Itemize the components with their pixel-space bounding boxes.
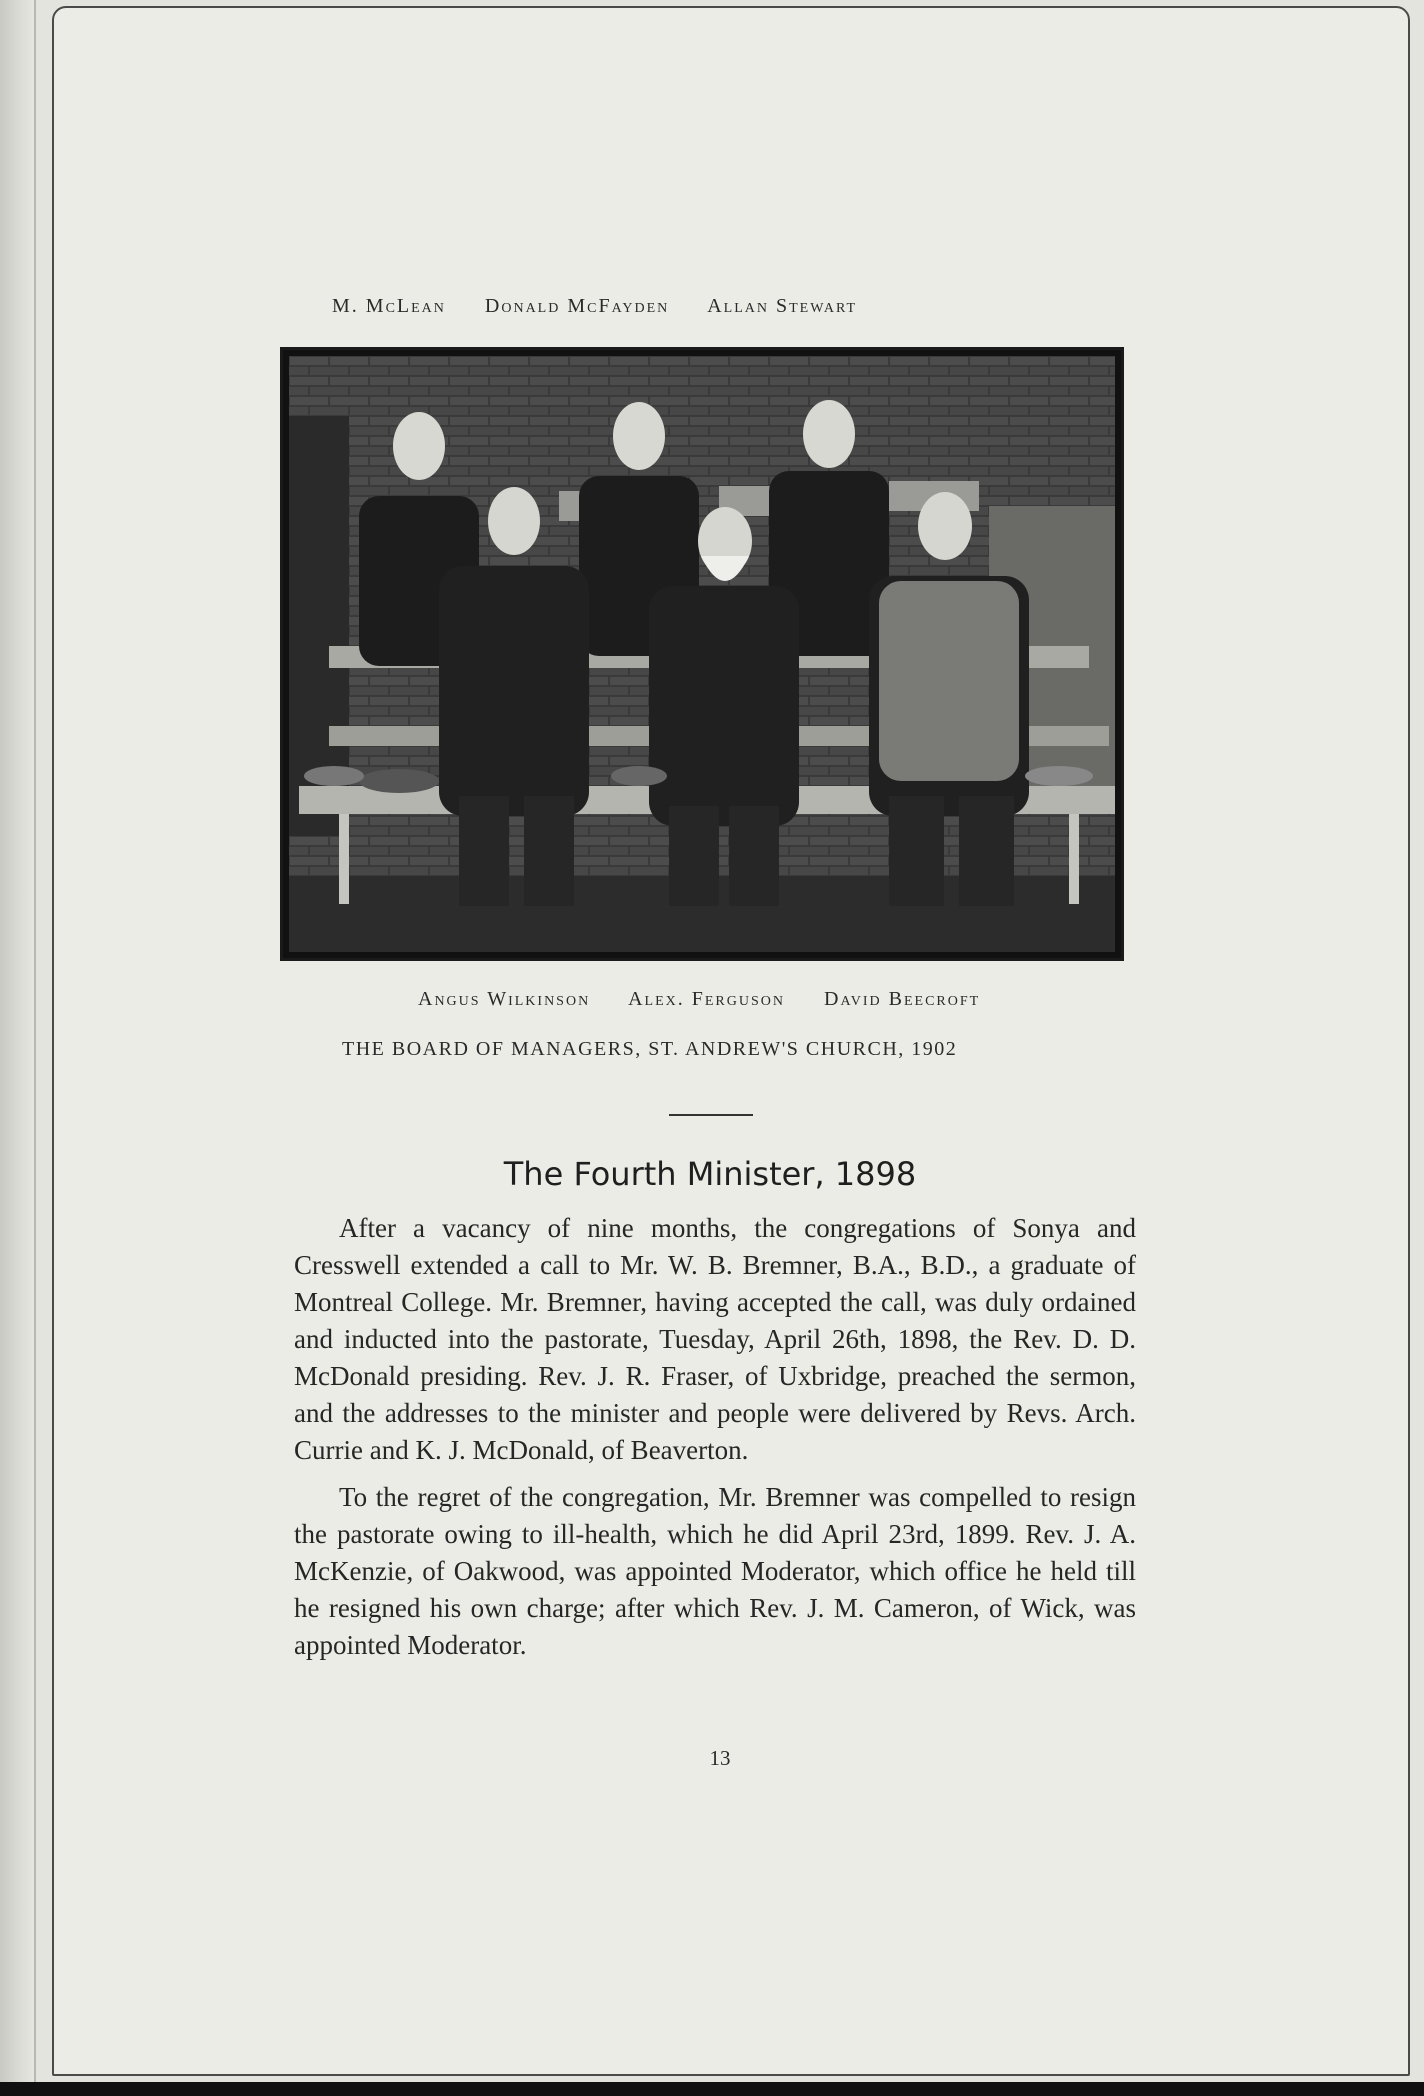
group-photograph bbox=[280, 347, 1124, 961]
photograph-image bbox=[289, 356, 1115, 952]
scan-bottom-edge bbox=[0, 2082, 1424, 2096]
section-heading: The Fourth Minister, 1898 bbox=[503, 1155, 917, 1193]
name-bottom-2: Alex. Ferguson bbox=[628, 988, 785, 1010]
paragraph-2: To the regret of the congregation, Mr. Bremner was compelled to resign the pastorate owing to ill-health, which he did April 23rd, 1899. Rev. J. A. McKenzie, of Oakwood, was appointed Moderator, which office he held till he resigned his own charge; after which Rev. J. M. Cameron, of Wick, was appointed Moderator. bbox=[294, 1482, 1136, 1660]
name-bottom-1: Angus Wilkinson bbox=[418, 988, 591, 1010]
paragraph-1: After a vacancy of nine months, the congregations of Sonya and Cresswell extended a call to Mr. W. B. Bremner, B.A., B.D., a graduate of Montreal College. Mr. Bremner, having accepted the call, was duly ordained and inducted into the pastorate, Tuesday, April 26th, 1898, the Rev. D. D. McDonald presiding. Rev. J. R. Fraser, of Uxbridge, preached the sermon, and the addresses to the minister and people were delivered by Revs. Arch. Currie and K. J. McDonald, of Beaverton. bbox=[294, 1213, 1136, 1465]
name-top-3: Allan Stewart bbox=[707, 295, 858, 317]
name-bottom-3: David Beecroft bbox=[824, 988, 981, 1010]
body-text bbox=[294, 1210, 1136, 1674]
page-number: 13 bbox=[709, 1746, 731, 1770]
photo-names-top bbox=[332, 295, 889, 318]
section-divider bbox=[669, 1114, 753, 1116]
name-top-2: Donald McFayden bbox=[484, 295, 670, 317]
photo-caption: THE BOARD OF MANAGERS, ST. ANDREW'S CHURCH, 1902 bbox=[342, 1038, 958, 1060]
binding-edge bbox=[0, 0, 36, 2096]
photo-names-bottom bbox=[418, 988, 1012, 1011]
name-top-1: M. McLean bbox=[332, 295, 446, 317]
